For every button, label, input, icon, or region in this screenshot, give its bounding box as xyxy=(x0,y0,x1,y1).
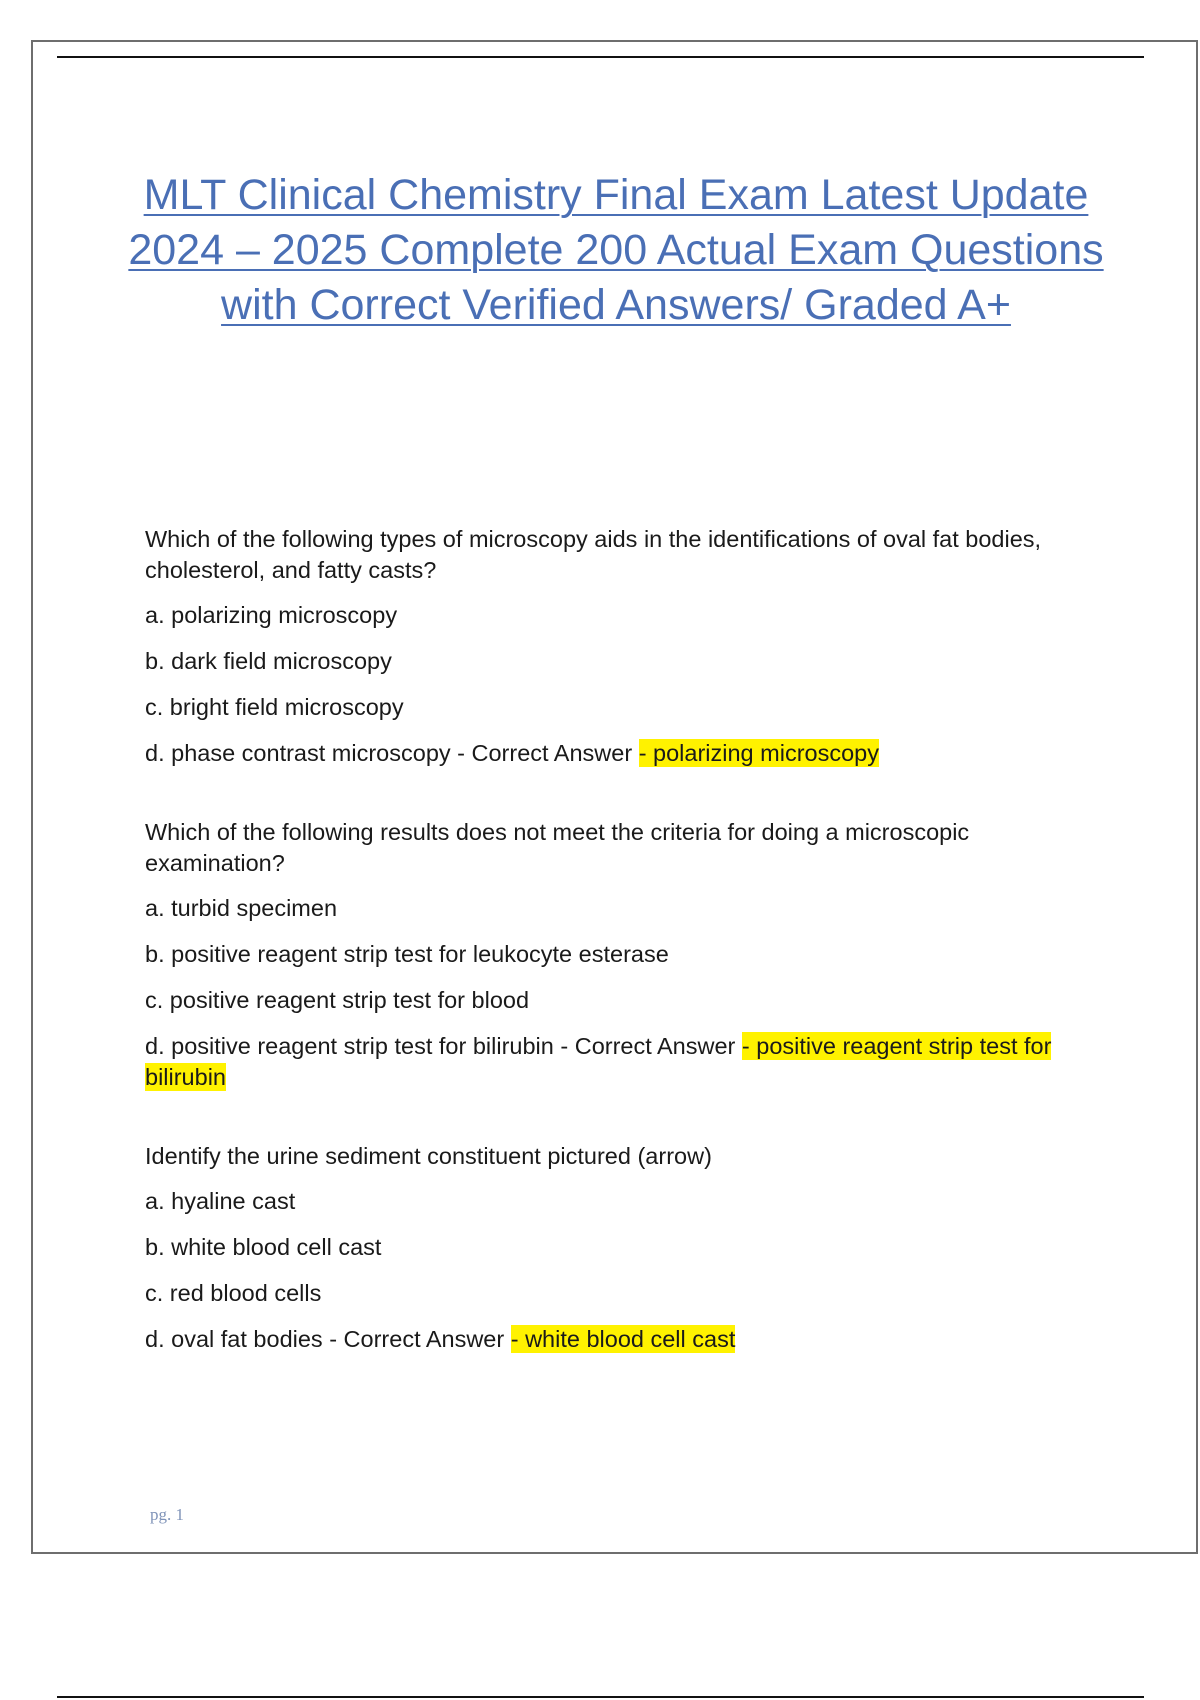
option-d-text: d. phase contrast microscopy - Correct Answer xyxy=(145,740,639,766)
questions-section xyxy=(145,524,1095,1403)
question-text: Identify the urine sediment constituent pictured (arrow) xyxy=(145,1143,712,1169)
option-a: a. hyaline cast xyxy=(145,1188,296,1214)
option-b: b. dark field microscopy xyxy=(145,648,392,674)
option-c: c. bright field microscopy xyxy=(145,694,404,720)
page-number: pg. 1 xyxy=(150,1505,184,1524)
option-c: c. red blood cells xyxy=(145,1280,322,1306)
option-d-text: d. positive reagent strip test for bilirubin - Correct Answer xyxy=(145,1033,742,1059)
question-block xyxy=(145,524,1095,769)
header-rule xyxy=(57,56,1144,58)
option-d xyxy=(145,738,1095,769)
option-b: b. white blood cell cast xyxy=(145,1234,382,1260)
option-c: c. positive reagent strip test for blood xyxy=(145,987,530,1013)
correct-answer-highlight: - white blood cell cast xyxy=(510,1326,736,1352)
option-a: a. turbid specimen xyxy=(145,895,338,921)
next-page-header-rule xyxy=(57,1696,1144,1698)
correct-answer-highlight: - polarizing microscopy xyxy=(638,740,879,766)
question-text: Which of the following types of microscopy aids in the identifications of oval fat bodies, cholesterol, and fatty casts? xyxy=(145,526,1042,583)
document-title: MLT Clinical Chemistry Final Exam Latest Update 2024 – 2025 Complete 200 Actual Exam Questions with Correct Verified Answers/ Graded A+ xyxy=(128,171,1104,329)
question-block xyxy=(145,1141,1095,1355)
option-a: a. polarizing microscopy xyxy=(145,602,398,628)
correct-answer-highlight: - positive reagent strip test for bilirubin xyxy=(145,1033,1052,1090)
question-block xyxy=(145,817,1095,1093)
option-b: b. positive reagent strip test for leukocyte esterase xyxy=(145,941,669,967)
option-d xyxy=(145,1324,1095,1355)
option-d xyxy=(145,1031,1095,1093)
question-text: Which of the following results does not meet the criteria for doing a microscopic examination? xyxy=(145,819,970,876)
option-d-text: d. oval fat bodies - Correct Answer xyxy=(145,1326,511,1352)
